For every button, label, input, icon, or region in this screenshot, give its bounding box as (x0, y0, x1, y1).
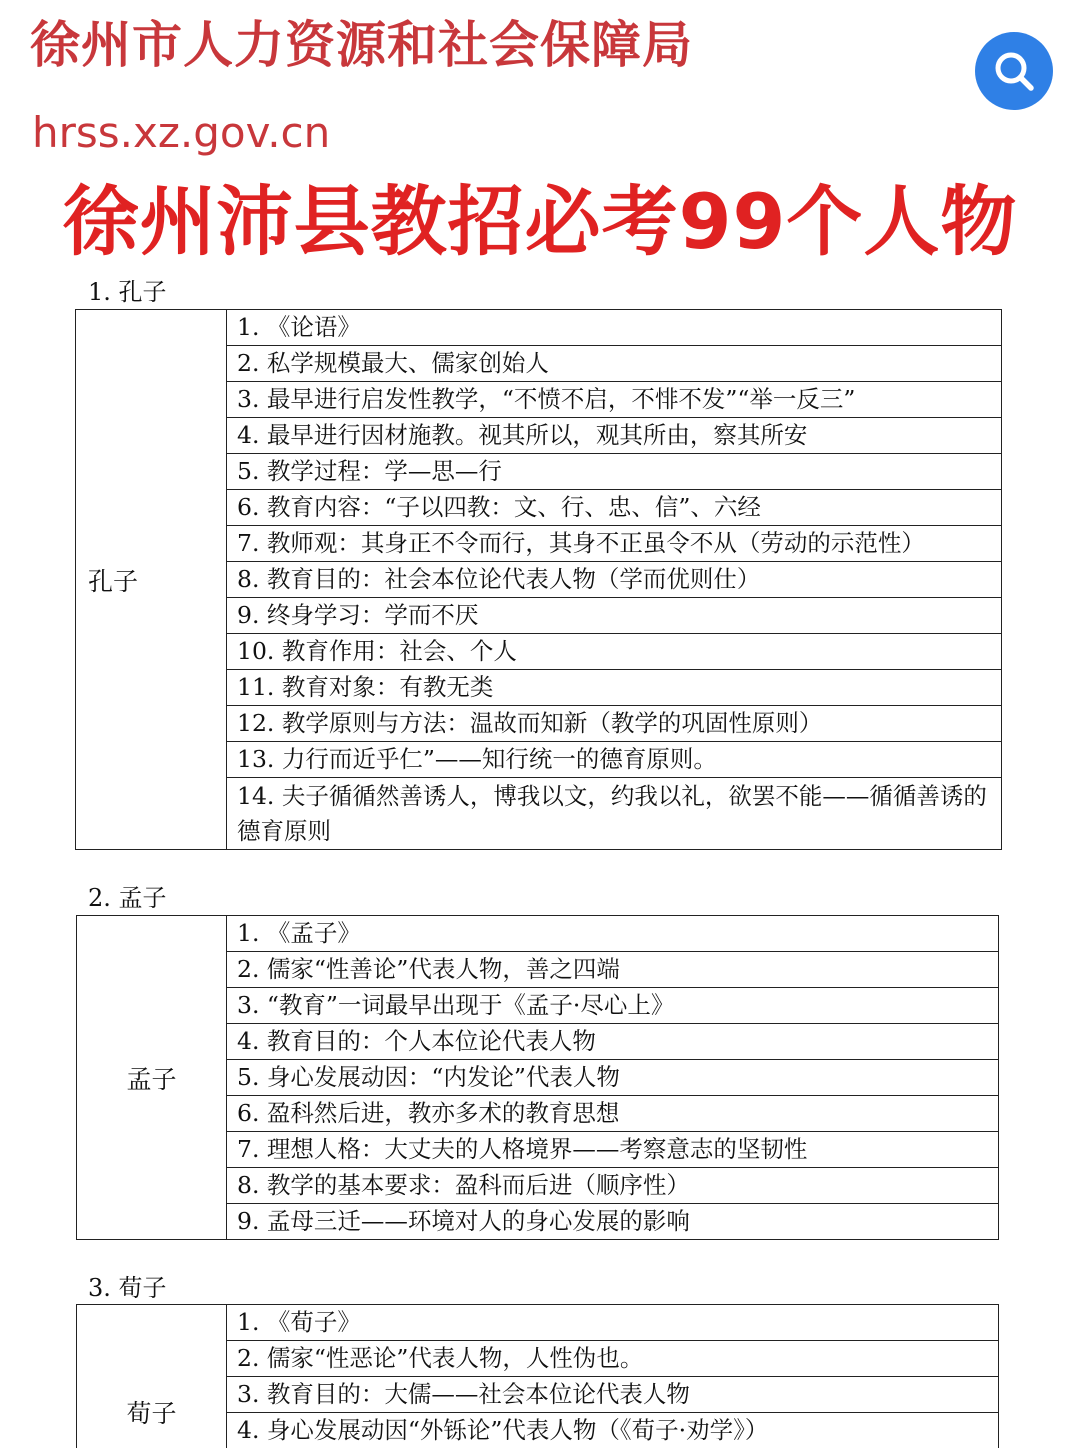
table-row (77, 1305, 999, 1341)
list-item: 3. 教育目的：大儒——社会本位论代表人物 (227, 1377, 999, 1413)
list-item: 9. 孟母三迁——环境对人的身心发展的影响 (227, 1204, 999, 1240)
figure-name-cell (77, 1305, 227, 1448)
list-item: 4. 教育目的：个人本位论代表人物 (227, 1024, 999, 1060)
figure-name: 孟子 (126, 1065, 176, 1094)
list-item: 6. 教育内容：“子以四教：文、行、忠、信”、六经 (227, 490, 1002, 526)
list-item: 3. “教育”一词最早出现于《孟子·尽心上》 (227, 988, 999, 1024)
table-row (76, 310, 1002, 346)
list-item: 10. 教育作用：社会、个人 (227, 634, 1002, 670)
list-item: 8. 教学的基本要求：盈科而后进（顺序性） (227, 1168, 999, 1204)
list-item: 2. 儒家“性恶论”代表人物，人性伪也。 (227, 1341, 999, 1377)
list-item: 1. 《论语》 (227, 310, 1002, 346)
list-item: 11. 教育对象：有教无类 (227, 670, 1002, 706)
list-item: 5. 教学过程：学—思—行 (227, 454, 1002, 490)
list-item: 14. 夫子循循然善诱人，博我以文，约我以礼，欲罢不能——循循善诱的德育原则 (227, 778, 1002, 850)
search-button[interactable] (975, 32, 1053, 110)
list-item: 4. 最早进行因材施教。视其所以，观其所由，察其所安 (227, 418, 1002, 454)
list-item: 2. 儒家“性善论”代表人物，善之四端 (227, 952, 999, 988)
section-heading-kongzi: 1. 孔子 (88, 278, 167, 307)
figure-name-cell (77, 916, 227, 1240)
list-item: 1. 《荀子》 (227, 1305, 999, 1341)
table-mengzi (76, 915, 999, 1240)
figure-name-cell (76, 310, 227, 850)
list-item: 7. 理想人格：大丈夫的人格境界——考察意志的坚韧性 (227, 1132, 999, 1168)
figure-name: 荀子 (126, 1399, 176, 1428)
search-icon (989, 46, 1039, 96)
list-item: 9. 终身学习：学而不厌 (227, 598, 1002, 634)
list-item: 4. 身心发展动因“外铄论”代表人物（《荀子·劝学》） (227, 1413, 999, 1448)
figure-name: 孔子 (88, 567, 138, 596)
section-heading-mengzi: 2. 孟子 (88, 884, 167, 913)
section-heading-xunzi: 3. 荀子 (88, 1274, 167, 1303)
list-item: 5. 身心发展动因：“内发论”代表人物 (227, 1060, 999, 1096)
list-item: 3. 最早进行启发性教学，“不愤不启，不悱不发”“举一反三” (227, 382, 1002, 418)
site-url[interactable]: hrss.xz.gov.cn (32, 110, 330, 156)
org-name: 徐州市人力资源和社会保障局 (30, 18, 693, 73)
table-kongzi (75, 309, 1002, 850)
list-item: 12. 教学原则与方法：温故而知新（教学的巩固性原则） (227, 706, 1002, 742)
list-item: 13. 力行而近乎仁”——知行统一的德育原则。 (227, 742, 1002, 778)
list-item: 2. 私学规模最大、儒家创始人 (227, 346, 1002, 382)
table-row (77, 916, 999, 952)
page-title: 徐州沛县教招必考99个人物 (0, 180, 1080, 264)
list-item: 7. 教师观：其身正不令而行，其身不正虽令不从（劳动的示范性） (227, 526, 1002, 562)
list-item: 6. 盈科然后进，教亦多术的教育思想 (227, 1096, 999, 1132)
list-item: 1. 《孟子》 (227, 916, 999, 952)
list-item: 8. 教育目的：社会本位论代表人物（学而优则仕） (227, 562, 1002, 598)
table-xunzi (76, 1304, 999, 1448)
